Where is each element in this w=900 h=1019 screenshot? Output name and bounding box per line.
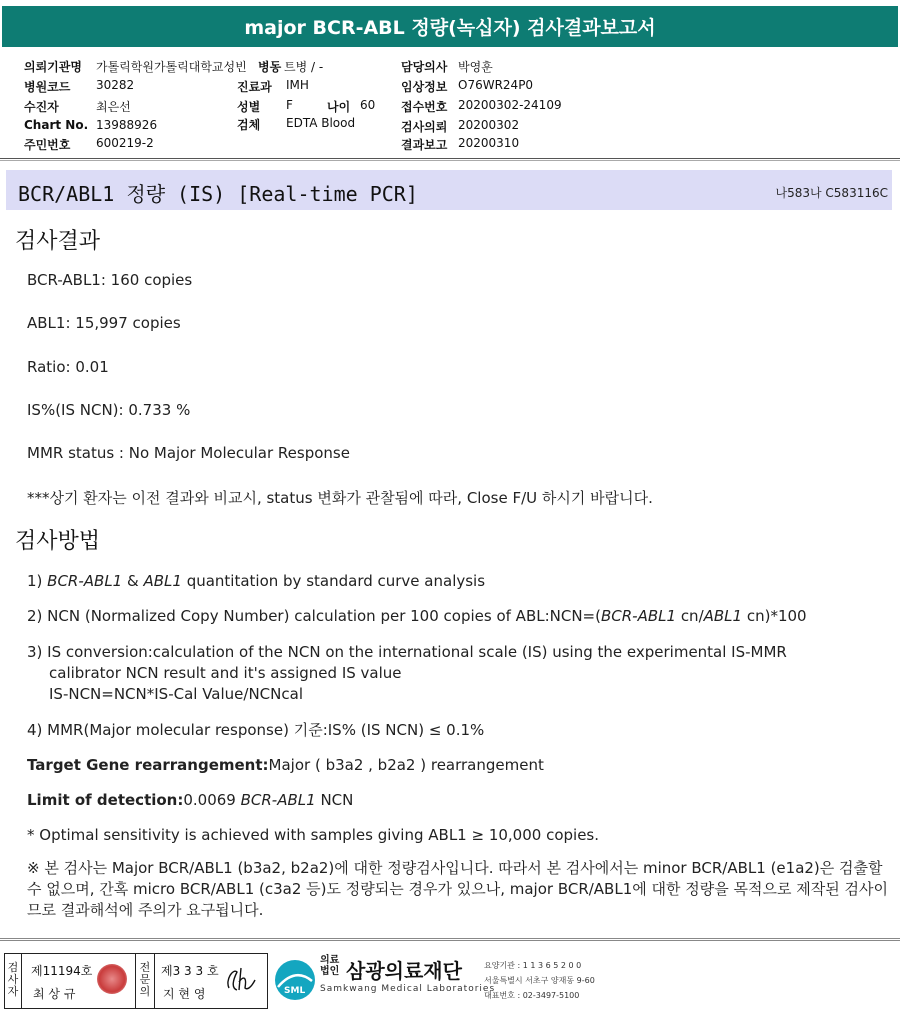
info-label: 검체 [237,118,261,132]
result-mmr-status: MMR status : No Major Molecular Response [27,444,350,462]
patient-info [0,52,900,152]
result-ratio: Ratio: 0.01 [27,358,109,376]
target-gene-value: Major ( b3a2 , b2a2 ) rearrangement [268,756,544,774]
info-label: 성별 [237,100,261,114]
info-label: 접수번호 [401,100,448,114]
test-name: BCR/ABL1 정량 (IS) [Real-time PCR] [18,182,418,206]
info-value: IMH [286,78,309,92]
footer-divider [0,938,900,941]
examiner-name: 최 상 규 [33,987,76,1001]
signature-icon [223,962,261,998]
divider [0,158,900,159]
info-value: 트병 / - [284,60,324,74]
method-1 [27,571,485,592]
info-label: 진료과 [237,80,272,94]
info-label: Chart No. [24,118,89,132]
info-value: EDTA Blood [286,116,356,130]
info-value: F [286,98,293,112]
divider [135,954,136,1008]
logo-text: SML [284,986,306,996]
info-value: 13988926 [96,118,158,132]
method-text: cn/ [676,607,704,625]
result-abl1: ABL1: 15,997 copies [27,314,181,332]
org-name-text: 삼광의료재단 [346,959,462,983]
target-gene-label: Target Gene rearrangement: [27,756,269,774]
gene-name: ABL1 [143,572,182,590]
org-prefix: 의료법인 [320,955,340,977]
signature-box [4,953,268,1009]
info-label: 담당의사 [401,60,448,74]
info-label: 임상정보 [401,80,448,94]
method-text: 3) IS conversion:calculation of the NCN on the international scale (IS) using the experimental IS-MMR [27,643,787,661]
method-text: quantitation by standard curve analysis [181,572,486,590]
info-value: 60 [360,98,376,112]
info-value: 박영훈 [458,60,493,74]
method-3 [27,642,787,705]
org-english-name: Samkwang Medical Laboratories [320,984,496,994]
lod-label: Limit of detection: [27,791,184,809]
target-gene [27,755,544,776]
info-label: 수진자 [24,100,59,114]
limit-of-detection [27,790,353,811]
info-label: 결과보고 [401,138,448,152]
info-value: 최은선 [96,100,131,114]
divider [0,160,900,161]
method-text: & [122,572,144,590]
reviewer-license: 제3 3 3 호 [161,964,219,978]
gene-name: BCR-ABL1 [240,791,316,809]
lod-unit: NCN [315,791,354,809]
info-label: 주민번호 [24,138,71,152]
result-is-percent: IS%(IS NCN): 0.733 % [27,401,191,419]
org-code: 요양기관 : 1 1 3 6 5 2 0 0 [484,961,582,970]
info-value: O76WR24P0 [458,78,534,92]
examiner-license: 제11194호 [31,964,93,978]
info-value: 20200302 [458,118,520,132]
method-2 [27,606,807,627]
test-code: 나583나 C583116C [775,186,888,200]
gene-name: BCR-ABL1 [600,607,677,625]
method-text: 2) NCN (Normalized Copy Number) calculation per 100 copies of ABL:NCN=( [27,607,601,625]
info-value: 가톨릭학원가톨릭대학교성빈 [96,60,247,74]
info-label: 병동 [258,60,282,74]
seal-stamp [97,964,127,994]
sml-logo-icon [272,957,318,1003]
divider [21,954,22,1008]
org-address: 서울특별시 서초구 양재동 9-60 [484,976,595,985]
info-value: 30282 [96,78,135,92]
reviewer-name: 지 현 영 [163,987,206,1001]
info-label: 의뢰기관명 [24,60,82,74]
korean-note: ※ 본 검사는 Major BCR/ABL1 (b3a2, b2a2)에 대한 정량검사입니다. 따라서 본 검사에서는 minor BCR/ABL1 (e1a2)은 검출할 수 없으며, 간혹 micro BCR/ABL1 (c3a2 등)도 정량되는 경우가 있으나, major BCR/ABL1에 대한 정량을 목적으로 제작된 검사이므로 결과해석에 주의가 요구됩니다. [27,859,888,919]
methods-heading: 검사방법 [15,529,101,554]
org-name [320,955,462,984]
reviewer-label: 전문의 [139,961,151,998]
info-value: 20200302-24109 [458,98,562,112]
gene-name: BCR-ABL1 [47,572,123,590]
info-label: 검사의뢰 [401,120,448,134]
result-bcr-abl1: BCR-ABL1: 160 copies [27,271,193,289]
method-4: 4) MMR(Major molecular response) 기준:IS% (IS NCN) ≤ 0.1% [27,721,485,739]
info-label: 병원코드 [24,80,71,94]
org-phone: 대표번호 : 02-3497-5100 [484,991,580,1000]
lod-value: 0.0069 [183,791,241,809]
method-formula: IS-NCN=NCN*IS-Cal Value/NCNcal [49,685,303,703]
sensitivity-note: * Optimal sensitivity is achieved with samples giving ABL1 ≥ 10,000 copies. [27,826,599,844]
result-comment: ***상기 환자는 이전 결과와 비교시, status 변화가 관찰됨에 따라, Close F/U 하시기 바랍니다. [27,489,653,507]
method-text: 1) [27,572,48,590]
gene-name: ABL1 [703,607,743,625]
test-header [6,170,892,210]
results-heading: 검사결과 [15,229,101,254]
method-text: calibrator NCN result and it's assigned IS value [49,664,402,682]
method-text: cn)*100 [742,607,807,625]
info-value: 600219-2 [96,136,154,150]
divider [154,954,155,1008]
report-title: major BCR-ABL 정량(녹십자) 검사결과보고서 [2,6,898,47]
info-value: 20200310 [458,136,520,150]
info-label: 나이 [327,100,351,114]
examiner-label: 검사자 [7,961,19,998]
